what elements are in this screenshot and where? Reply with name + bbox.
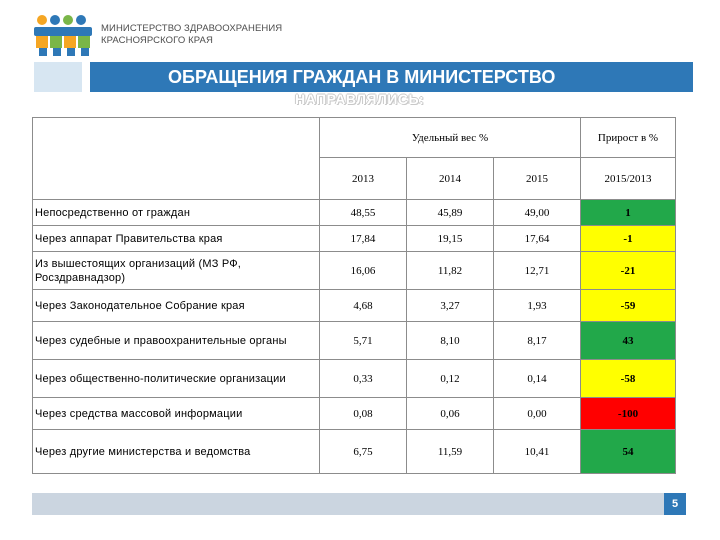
value-2015: 49,00 <box>494 200 581 226</box>
row-label: Через аппарат Правительства края <box>33 226 320 252</box>
ministry-name <box>101 23 282 47</box>
value-2014: 0,12 <box>407 360 494 398</box>
table-row <box>33 322 676 360</box>
growth-value: -59 <box>581 290 676 322</box>
growth-value: -21 <box>581 252 676 290</box>
table-row <box>33 200 676 226</box>
value-2013: 5,71 <box>320 322 407 360</box>
logo-head-3 <box>63 15 73 25</box>
footer-bar <box>32 493 664 515</box>
value-2015: 0,14 <box>494 360 581 398</box>
value-2015: 10,41 <box>494 430 581 474</box>
table-row <box>33 226 676 252</box>
table-row <box>33 360 676 398</box>
value-2013: 48,55 <box>320 200 407 226</box>
value-2015: 0,00 <box>494 398 581 430</box>
logo-head-2 <box>50 15 60 25</box>
row-label: Через средства массовой информации <box>33 398 320 430</box>
value-2015: 8,17 <box>494 322 581 360</box>
table-row <box>33 252 676 290</box>
year-header-2014: 2014 <box>407 158 494 200</box>
value-2013: 4,68 <box>320 290 407 322</box>
year-header-2015: 2015 <box>494 158 581 200</box>
logo-head-4 <box>76 15 86 25</box>
row-label: Непосредственно от граждан <box>33 200 320 226</box>
value-2015: 1,93 <box>494 290 581 322</box>
table-header-group-row <box>33 118 676 158</box>
table-row <box>33 398 676 430</box>
row-label: Через другие министерства и ведомства <box>33 430 320 474</box>
share-header: Удельный вес % <box>320 118 581 158</box>
table-row <box>33 430 676 474</box>
growth-header: Прирост в % <box>581 118 676 158</box>
table-row <box>33 290 676 322</box>
growth-value: -1 <box>581 226 676 252</box>
growth-value: 43 <box>581 322 676 360</box>
slide-title: ОБРАЩЕНИЯ ГРАЖДАН В МИНИСТЕРСТВО <box>90 62 693 92</box>
title-accent-block <box>34 62 82 92</box>
value-2013: 0,08 <box>320 398 407 430</box>
growth-value: -58 <box>581 360 676 398</box>
value-2014: 45,89 <box>407 200 494 226</box>
value-2014: 3,27 <box>407 290 494 322</box>
year-header-growth: 2015/2013 <box>581 158 676 200</box>
row-label: Через Законодательное Собрание края <box>33 290 320 322</box>
row-label: Через судебные и правоохранительные органы <box>33 322 320 360</box>
table-corner-cell <box>33 118 320 200</box>
value-2013: 6,75 <box>320 430 407 474</box>
value-2014: 0,06 <box>407 398 494 430</box>
value-2015: 17,64 <box>494 226 581 252</box>
logo-head-1 <box>37 15 47 25</box>
page-number: 5 <box>664 493 686 515</box>
growth-value: -100 <box>581 398 676 430</box>
year-header-2013: 2013 <box>320 158 407 200</box>
ministry-line-2: КРАСНОЯРСКОГО КРАЯ <box>101 35 213 46</box>
growth-value: 54 <box>581 430 676 474</box>
value-2014: 8,10 <box>407 322 494 360</box>
value-2014: 19,15 <box>407 226 494 252</box>
value-2014: 11,82 <box>407 252 494 290</box>
ministry-line-1: МИНИСТЕРСТВО ЗДРАВООХРАНЕНИЯ <box>101 23 283 34</box>
value-2013: 17,84 <box>320 226 407 252</box>
growth-value: 1 <box>581 200 676 226</box>
slide-subtitle: НАПРАВЛЯЛИСЬ: <box>295 91 425 107</box>
value-2015: 12,71 <box>494 252 581 290</box>
people-group-logo <box>34 14 92 56</box>
row-label: Через общественно-политические организации <box>33 360 320 398</box>
value-2013: 16,06 <box>320 252 407 290</box>
appeals-table <box>32 117 676 474</box>
value-2014: 11,59 <box>407 430 494 474</box>
row-label: Из вышестоящих организаций (МЗ РФ, Росздравнадзор) <box>33 252 320 290</box>
value-2013: 0,33 <box>320 360 407 398</box>
